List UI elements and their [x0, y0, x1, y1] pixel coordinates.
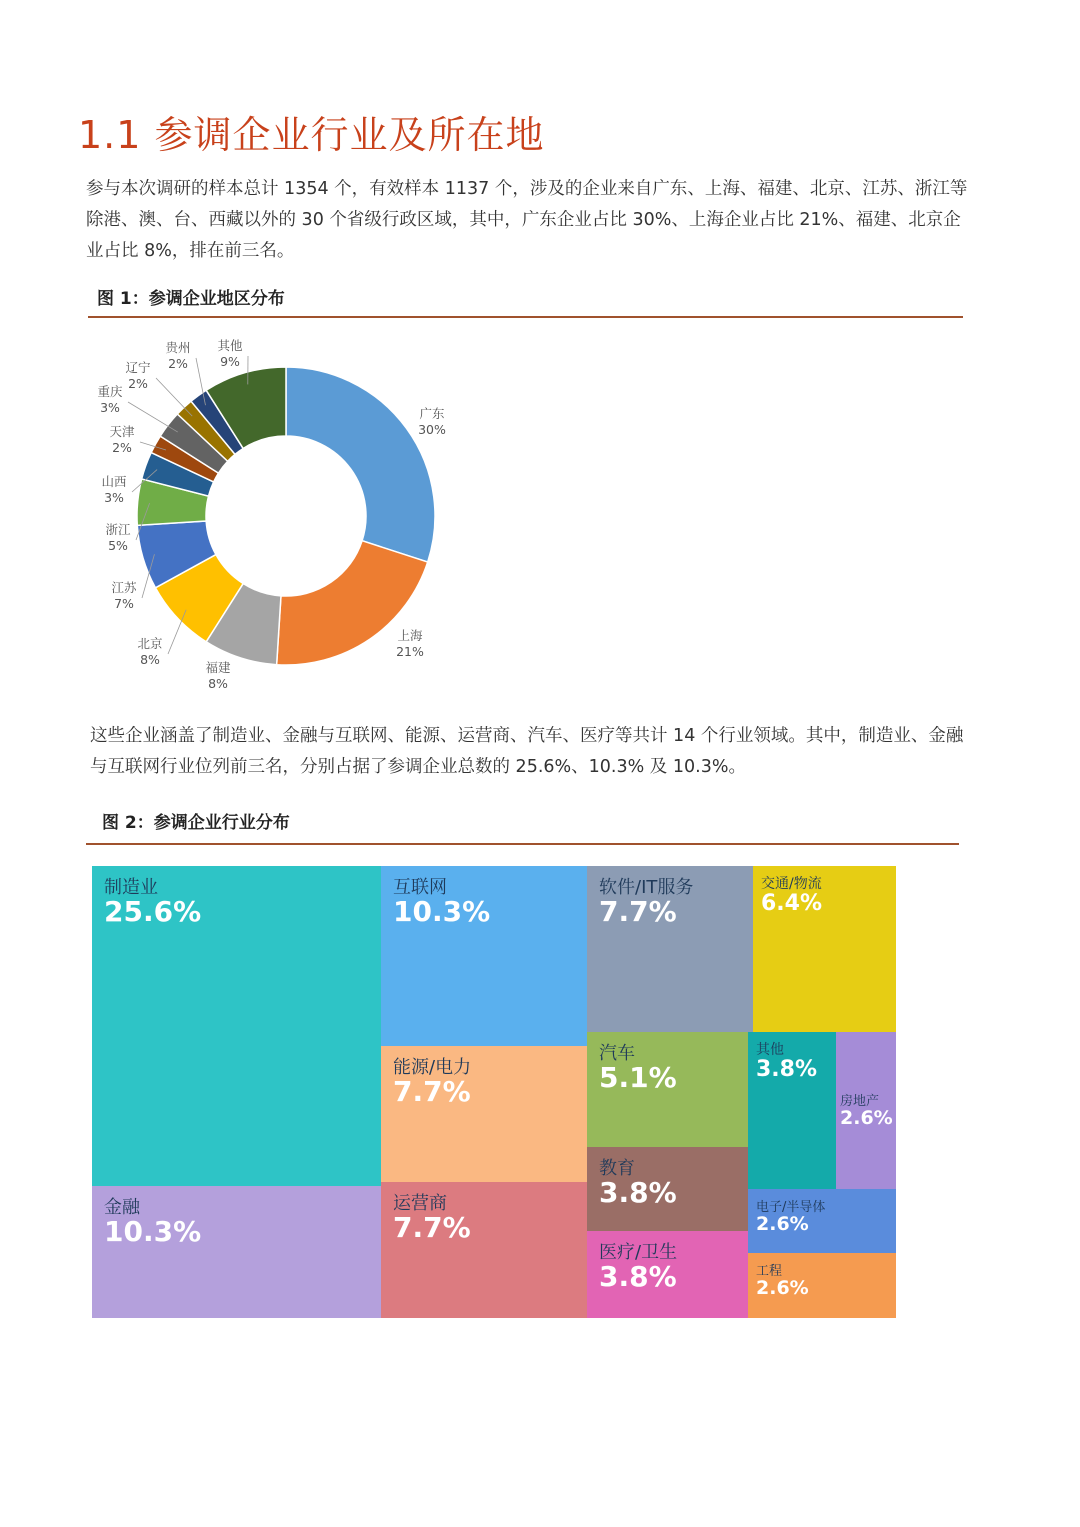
treemap-tile-name: 医疗/卫生 [599, 1242, 678, 1263]
treemap-tile-12 [748, 1189, 896, 1253]
treemap-tile-9 [753, 866, 896, 1032]
treemap-tile-name: 其他 [756, 1042, 784, 1058]
treemap-tile-4 [381, 1182, 587, 1318]
donut-label-value-6: 3% [104, 490, 124, 505]
donut-label-name-11: 其他 [217, 338, 243, 353]
treemap-tile-name: 房地产 [840, 1093, 880, 1109]
donut-label-value-2: 8% [208, 676, 228, 691]
donut-label-name-5: 浙江 [105, 522, 131, 537]
donut-label-name-4: 江苏 [111, 580, 137, 595]
treemap-tile-value: 7.7% [393, 1211, 471, 1244]
donut-label-name-6: 山西 [101, 474, 127, 489]
treemap-tile-name: 能源/电力 [393, 1057, 472, 1078]
industry-treemap [92, 866, 896, 1318]
donut-label-name-0: 广东 [419, 406, 445, 421]
treemap-tile-value: 7.7% [599, 895, 677, 928]
donut-label-name-2: 福建 [205, 660, 231, 675]
treemap-tile-value: 3.8% [599, 1260, 677, 1293]
treemap-tile-value: 6.4% [761, 891, 823, 916]
treemap-tile-name: 电子/半导体 [756, 1200, 826, 1215]
donut-leader-9 [156, 378, 192, 416]
treemap-tile-1 [92, 1186, 381, 1318]
donut-slice-0 [286, 367, 435, 562]
treemap-tile-value: 10.3% [104, 1215, 202, 1248]
figure-2-rule [86, 843, 959, 845]
donut-label-value-3: 8% [140, 652, 160, 667]
treemap-tile-value: 2.6% [756, 1277, 809, 1299]
donut-label-name-9: 辽宁 [125, 360, 151, 375]
treemap-tile-value: 7.7% [393, 1075, 471, 1108]
treemap-tile-7 [587, 1147, 748, 1231]
treemap-tile-name: 教育 [599, 1158, 635, 1179]
donut-label-value-11: 9% [220, 354, 240, 369]
treemap-tile-value: 10.3% [393, 895, 491, 928]
treemap-tile-name: 软件/IT服务 [599, 877, 694, 898]
donut-leader-8 [128, 402, 178, 432]
treemap-tile-name: 金融 [104, 1197, 140, 1218]
treemap-tile-11 [836, 1032, 896, 1189]
treemap-tile-2 [381, 866, 587, 1046]
figure-1-caption: 图 1：参调企业地区分布 [97, 289, 285, 309]
treemap-tile-8 [587, 1231, 748, 1318]
donut-label-name-10: 贵州 [165, 340, 191, 355]
treemap-tile-value: 2.6% [756, 1213, 809, 1235]
treemap-tile-value: 5.1% [599, 1061, 677, 1094]
region-donut-chart [80, 330, 500, 700]
treemap-tile-6 [587, 1032, 748, 1147]
treemap-tile-name: 交通/物流 [761, 876, 822, 892]
treemap-tile-name: 运营商 [393, 1193, 447, 1214]
treemap-tile-0 [92, 866, 381, 1186]
figure-2-caption: 图 2：参调企业行业分布 [102, 813, 290, 833]
treemap-tile-value: 3.8% [599, 1176, 677, 1209]
donut-label-name-3: 北京 [137, 636, 163, 651]
donut-label-value-5: 5% [108, 538, 128, 553]
treemap-tile-name: 制造业 [104, 877, 158, 898]
donut-label-value-0: 30% [418, 422, 446, 437]
donut-label-value-10: 2% [168, 356, 188, 371]
treemap-tile-13 [748, 1253, 896, 1318]
treemap-tile-name: 工程 [756, 1264, 783, 1279]
treemap-tile-value: 2.6% [840, 1106, 893, 1129]
section-title: 1.1 参调企业行业及所在地 [78, 113, 545, 157]
figure-1-rule [88, 316, 963, 318]
treemap-tile-name: 汽车 [599, 1043, 635, 1064]
donut-label-name-1: 上海 [397, 628, 423, 643]
donut-label-value-8: 3% [100, 400, 120, 415]
treemap-tile-value: 25.6% [104, 895, 202, 928]
donut-label-value-4: 7% [114, 596, 134, 611]
donut-label-value-9: 2% [128, 376, 148, 391]
donut-label-name-8: 重庆 [97, 384, 123, 399]
region-paragraph: 参与本次调研的样本总计 1354 个，有效样本 1137 个，涉及的企业来自广东、上海、福建、北京、江苏、浙江等除港、澳、台、西藏以外的 30 个省级行政区域，其中，广东企业占比 30%、上海企业占比 21%、福建、北京企业占比 8%，排在前三名。 [86, 179, 968, 261]
treemap-tile-name: 互联网 [393, 877, 447, 898]
treemap-tile-5 [587, 866, 753, 1032]
donut-label-value-7: 2% [112, 440, 132, 455]
donut-label-name-7: 天津 [109, 424, 135, 439]
treemap-tile-value: 3.8% [756, 1057, 818, 1082]
treemap-tile-3 [381, 1046, 587, 1182]
donut-label-value-1: 21% [396, 644, 424, 659]
industry-paragraph: 这些企业涵盖了制造业、金融与互联网、能源、运营商、汽车、医疗等共计 14 个行业领域。其中，制造业、金融与互联网行业位列前三名，分别占据了参调企业总数的 25.6%、10.3% 及 10.3%。 [90, 726, 964, 777]
treemap-tile-10 [748, 1032, 836, 1189]
